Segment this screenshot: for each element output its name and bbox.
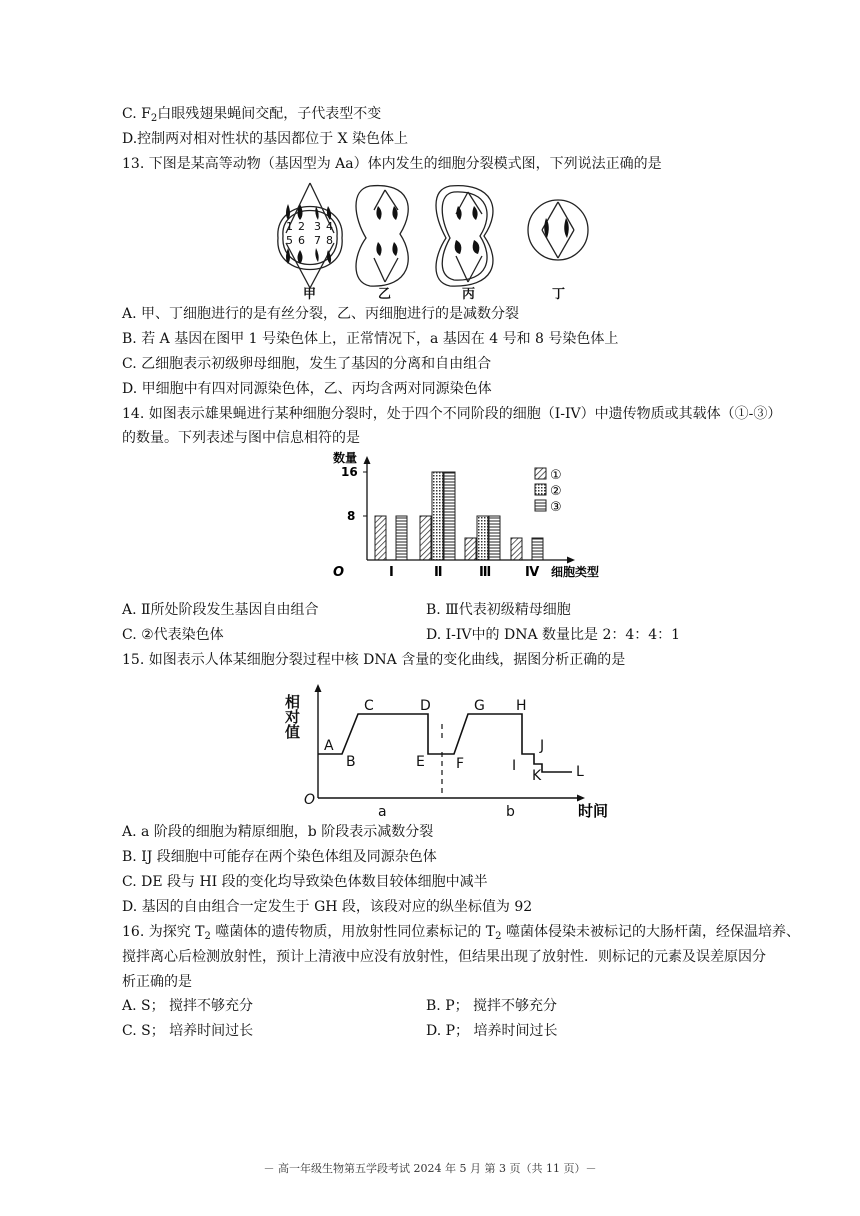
cell-label-ding: 丁 — [552, 287, 566, 302]
x-tick-label: Ⅱ — [434, 565, 443, 580]
q16-stem-line3: 析正确的是 — [122, 974, 192, 990]
bar-3-3 — [489, 516, 500, 560]
q13-option-a: A. 甲、丁细胞进行的是有丝分裂，乙、丙细胞进行的是减数分裂 — [122, 306, 520, 322]
q16-option-b: B. P； 搅拌不够充分 — [426, 998, 558, 1014]
bar-1-4 — [511, 538, 522, 560]
legend-label: ② — [550, 484, 562, 499]
q14-option-b: B. Ⅲ代表初级精母细胞 — [426, 602, 571, 618]
point-l: L — [576, 764, 584, 780]
cell-label-yi: 乙 — [378, 287, 392, 302]
q14-option-d: D. I-IV中的 DNA 数量比是 2：4：4：1 — [426, 627, 681, 643]
bar-3-1 — [396, 516, 407, 560]
q16-option-d: D. P； 培养时间过长 — [426, 1023, 558, 1039]
point-j: J — [540, 738, 545, 754]
bar-chart — [325, 448, 625, 584]
graph-x-label: 时间 — [578, 802, 609, 820]
q16-stem-line2: 搅拌离心后检测放射性，预计上清液中应没有放射性，但结果出现了放射性．则标记的元素及误差原因分 — [122, 949, 766, 965]
chromosome-number-8: 8 — [326, 234, 333, 247]
point-g: G — [474, 698, 485, 714]
point-d: D — [420, 698, 431, 714]
y-tick-8: 8 — [347, 509, 356, 523]
point-k: K — [532, 768, 542, 784]
q13-stem: 13. 下图是某高等动物（基因型为 Aa）体内发生的细胞分裂模式图，下列说法正确的是 — [122, 156, 662, 172]
graph-origin: O — [304, 792, 316, 808]
dna-content-graph — [283, 676, 620, 820]
bar-1-2 — [420, 516, 431, 560]
x-tick-label: Ⅲ — [479, 565, 492, 580]
q15-option-b: B. IJ 段细胞中可能存在两个染色体组及同源杂色体 — [122, 849, 437, 865]
x-tick-label: Ⅰ — [389, 565, 394, 580]
chromosome-number-4: 4 — [326, 220, 333, 233]
segment-b: b — [506, 804, 515, 820]
point-c: C — [364, 698, 374, 714]
point-h: H — [516, 698, 527, 714]
q15-stem: 15. 如图表示人体某细胞分裂过程中核 DNA 含量的变化曲线，据图分析正确的是 — [122, 652, 626, 668]
q15-option-a: A. a 阶段的细胞为精原细胞，b 阶段表示减数分裂 — [122, 824, 434, 840]
y-tick-16: 16 — [341, 465, 358, 479]
bar-2-3 — [477, 516, 488, 560]
legend-swatch — [535, 468, 546, 479]
x-axis-label: 细胞类型 — [551, 565, 600, 579]
bar-1-3 — [465, 538, 476, 560]
x-tick-label: Ⅳ — [525, 565, 540, 580]
cell-label-jia: 甲 — [303, 287, 317, 302]
q14-option-c: C. ②代表染色体 — [122, 627, 224, 643]
legend-swatch — [535, 500, 546, 511]
legend-swatch — [535, 484, 546, 495]
cell-label-bing: 丙 — [462, 287, 476, 302]
bar-1-1 — [375, 516, 386, 560]
graph-y-label: 相对值 — [283, 694, 301, 739]
q15-option-d: D. 基因的自由组合一定发生于 GH 段，该段对应的纵坐标值为 92 — [122, 899, 533, 915]
chromosome-number-7: 7 — [314, 234, 321, 247]
bar-3-4 — [532, 538, 543, 560]
q16-option-c: C. S； 培养时间过长 — [122, 1023, 254, 1039]
chromosome-number-2: 2 — [298, 220, 305, 233]
point-i: I — [512, 758, 517, 774]
q14-stem-line2: 的数量。下列表述与图中信息相符的是 — [122, 430, 360, 446]
point-e: E — [416, 754, 425, 770]
q13-option-b: B. 若 A 基因在图甲 1 号染色体上，正常情况下，a 基因在 4 号和 8 号染色体上 — [122, 331, 619, 347]
point-a: A — [324, 738, 334, 754]
point-f: F — [456, 756, 465, 772]
chromosome-number-1: 1 — [286, 220, 293, 233]
page-footer: － 高一年级生物第五学段考试 2024 年 5 月 第 3 页（共 11 页）－ — [263, 1162, 597, 1175]
q14-stem-line1: 14. 如图表示雄果蝇进行某种细胞分裂时，处于四个不同阶段的细胞（I-IV）中遗传物质或其载体（①-③） — [122, 406, 782, 422]
point-b: B — [346, 754, 356, 770]
q14-option-a: A. Ⅱ所处阶段发生基因自由组合 — [122, 602, 319, 618]
legend-label: ③ — [550, 500, 562, 515]
legend-label: ① — [550, 468, 562, 483]
chromosome-number-3: 3 — [314, 220, 321, 233]
segment-a: a — [378, 804, 387, 820]
q12-option-c: C. $F_2$白眼残翅果蝇间交配，子代表型不变 — [122, 106, 382, 124]
cell-division-figure — [270, 178, 600, 300]
origin-label: O — [333, 565, 345, 580]
bar-2-2 — [432, 472, 443, 560]
q13-option-d: D. 甲细胞中有四对同源染色体，乙、丙均含两对同源染色体 — [122, 381, 492, 397]
chromosome-number-6: 6 — [298, 234, 305, 247]
y-axis-label: 数量 — [333, 451, 358, 465]
q15-option-c: C. DE 段与 HI 段的变化均导致染色体数目较体细胞中减半 — [122, 874, 488, 890]
q16-option-a: A. S； 搅拌不够充分 — [122, 998, 254, 1014]
q12-option-d: D.控制两对相对性状的基因都位于 X 染色体上 — [122, 131, 409, 147]
bar-3-2 — [444, 472, 455, 560]
q16-stem-line1: 16. 为探究 $T_2$ 噬菌体的遗传物质，用放射性同位素标记的 $T_2$ 噬菌体侵染未被标记的大肠杆菌，经保温培养、 — [122, 924, 800, 942]
chromosome-number-5: 5 — [286, 234, 293, 247]
q13-option-c: C. 乙细胞表示初级卵母细胞，发生了基因的分离和自由组合 — [122, 356, 492, 372]
